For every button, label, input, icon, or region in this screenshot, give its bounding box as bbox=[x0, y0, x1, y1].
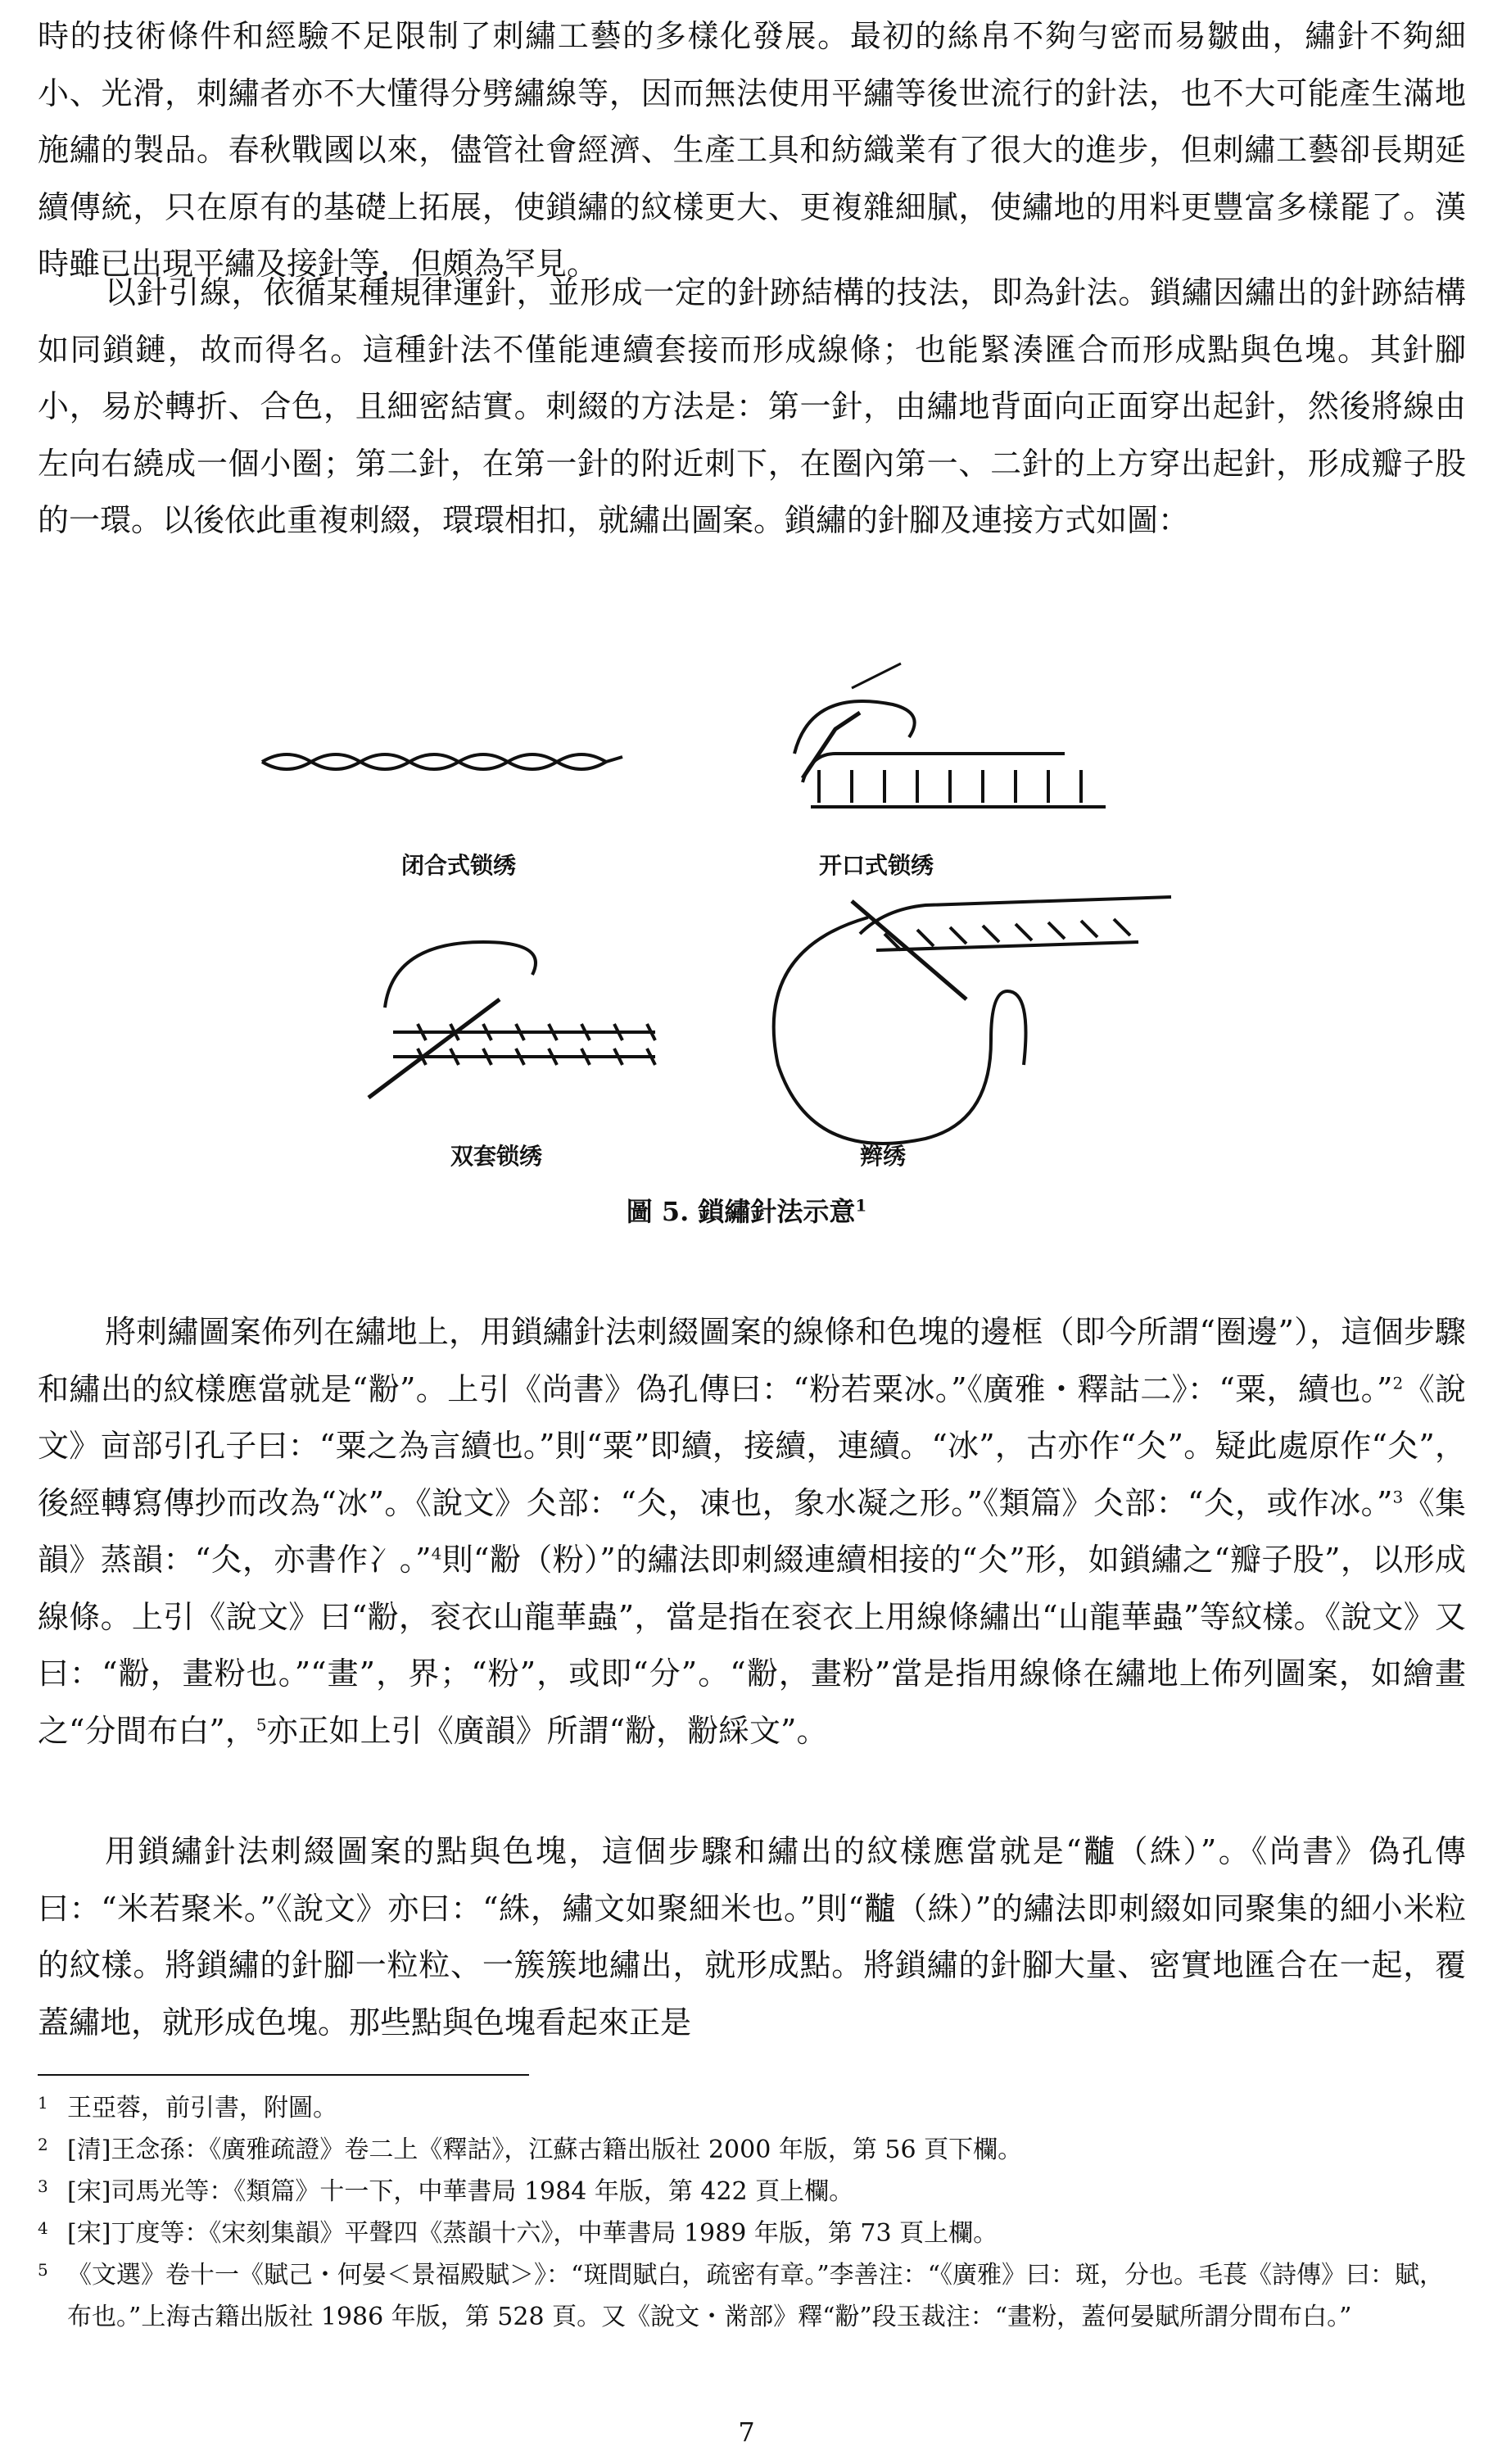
footnote-ref-2: 2 bbox=[1392, 1372, 1404, 1393]
footnote-1 bbox=[38, 2087, 1466, 2129]
paragraph-3-part-4: 則“黺（粉）”的繡法即刺綴連續相接的“仌”形，如鎖繡之“瓣子股”，以形成線條。上引《說文》曰“黺，衮衣山龍華蟲”，當是指在衮衣上用線條繡出“山龍華蟲”等紋樣。《說文》又曰：“黺，畫粉也。”“畫”，界；“粉”，或即“分”。“黺，畫粉”當是指用線條在繡地上佈列圖案，如繪畫之“分間布白”， bbox=[38, 1542, 1466, 1749]
label-braid: 辫绣 bbox=[860, 1143, 907, 1170]
footnote-text: 《文選》卷十一《賦己・何晏＜景福殿賦＞》：“斑間賦白，疏密有章。”李善注：“《廣雅》曰：斑，分也。毛萇《詩傳》曰：賦，布也。”上海古籍出版社 1986 年版，第 528 頁。又《說文・黹部》釋“黺”段玉裁注：“畫粉，蓋何晏賦所謂分間布白。” bbox=[67, 2261, 1445, 2331]
paragraph-3-part-5: 亦正如上引《廣韻》所謂“黺，黺綵文”。 bbox=[266, 1712, 828, 1749]
footnote-5 bbox=[38, 2254, 1466, 2338]
paragraph-4: 用鎖繡針法刺綴圖案的點與色塊，這個步驟和繡出的紋樣應當就是“𪓐（絑）”。《尚書》偽孔傳曰：“米若聚米。”《說文》亦曰：“絑，繡文如聚細米也。”則“𪓐（絑）”的繡法即刺綴如同聚集的細小米粒的紋樣。將鎖繡的針腳一粒粒、一簇簇地繡出，就形成點。將鎖繡的針腳大量、密實地匯合在一起，覆蓋繡地，就形成色塊。那些點與色塊看起來正是 bbox=[38, 1833, 1466, 2040]
label-open-chain: 开口式锁绣 bbox=[819, 852, 934, 879]
figure-caption bbox=[0, 1191, 1493, 1229]
paragraph-3 bbox=[38, 1304, 1466, 1760]
footnote-number: 1 bbox=[38, 2093, 48, 2113]
footnote-text: [清]王念孫：《廣雅疏證》卷二上《釋詁》，江蘇古籍出版社 2000 年版，第 56 頁下欄。 bbox=[67, 2136, 1023, 2164]
footnote-number: 5 bbox=[38, 2260, 48, 2280]
footnote-divider bbox=[38, 2074, 529, 2076]
paragraph-3-part-1: 將刺繡圖案佈列在繡地上，用鎖繡針法刺綴圖案的線條和色塊的邊框（即今所謂“圈邊”），這個步驟和繡出的紋樣應當就是“黺”。上引《尚書》偽孔傳曰：“粉若粟冰。”《廣雅・釋詁二》：“粟，續也。” bbox=[38, 1314, 1466, 1407]
footnote-3 bbox=[38, 2171, 1466, 2213]
paragraph-3-part-3: 《集韻》蒸韻：“仌，亦書作冫。” bbox=[38, 1484, 1466, 1578]
footnote-ref-3: 3 bbox=[1392, 1486, 1404, 1506]
footnote-number: 2 bbox=[38, 2135, 48, 2154]
paragraph-1: 時的技術條件和經驗不足限制了刺繡工藝的多樣化發展。最初的絲帛不夠勻密而易皺曲，繡針不夠細小、光滑，刺繡者亦不大懂得分劈繡線等，因而無法使用平繡等後世流行的針法，也不大可能產生滿地施繡的製品。春秋戰國以來，儘管社會經濟、生產工具和紡織業有了很大的進步，但刺繡工藝卻長期延續傳統，只在原有的基礎上拓展，使鎖繡的紋樣更大、更複雜細膩，使繡地的用料更豐富多樣罷了。漢時雖已出現平繡及接針等，但頗為罕見。 bbox=[38, 18, 1466, 282]
double-chain-stitch-drawing bbox=[369, 942, 655, 1098]
closed-chain-stitch-drawing bbox=[262, 754, 622, 769]
stitch-illustration bbox=[229, 639, 1196, 1212]
footnote-number: 4 bbox=[38, 2218, 48, 2238]
open-chain-stitch-drawing bbox=[794, 664, 1106, 807]
footnote-2 bbox=[38, 2129, 1466, 2171]
footnote-text: [宋]丁度等：《宋刻集韻》平聲四《蒸韻十六》，中華書局 1989 年版，第 73 頁上欄。 bbox=[67, 2219, 998, 2248]
footnote-number: 3 bbox=[38, 2176, 48, 2196]
footnote-text: [宋]司馬光等：《類篇》十一下，中華書局 1984 年版，第 422 頁上欄。 bbox=[67, 2177, 854, 2206]
footnote-text: 王亞蓉，前引書，附圖。 bbox=[67, 2094, 337, 2122]
footnotes bbox=[38, 2087, 1466, 2338]
braid-stitch-drawing bbox=[774, 897, 1171, 1144]
label-closed-chain: 闭合式锁绣 bbox=[401, 852, 517, 879]
footnote-ref-4: 4 bbox=[431, 1543, 442, 1564]
figure-caption-footnote-ref: 1 bbox=[855, 1195, 867, 1216]
label-double-chain: 双套锁绣 bbox=[450, 1143, 543, 1170]
paragraph-3-part-2: 《說文》㐭部引孔子曰：“粟之為言續也。”則“粟”即續，接續，連續。“冰”，古亦作“仌”。疑此處原作“仌”，後經轉寫傳抄而改為“冰”。《說文》仌部：“仌，凍也，象水凝之形。”《類篇》仌部：“仌，或作冰。” bbox=[38, 1370, 1466, 1521]
stitch-figure bbox=[229, 639, 1196, 1212]
footnote-ref-5: 5 bbox=[256, 1714, 267, 1734]
paragraph-2: 以針引線，依循某種規律運針，並形成一定的針跡結構的技法，即為針法。鎖繡因繡出的針跡結構如同鎖鏈，故而得名。這種針法不僅能連續套接而形成線條；也能緊湊匯合而形成點與色塊。其針腳小，易於轉折、合色，且細密結實。刺綴的方法是：第一針，由繡地背面向正面穿出起針，然後將線由左向右繞成一個小圈；第二針，在第一針的附近刺下，在圈內第一、二針的上方穿出起針，形成瓣子股的一環。以後依此重複刺綴，環環相扣，就繡出圖案。鎖繡的針腳及連接方式如圖： bbox=[38, 274, 1466, 538]
footnote-4 bbox=[38, 2213, 1466, 2254]
figure-caption-text: 圖 5. 鎖繡針法示意 bbox=[626, 1196, 856, 1227]
page-number: 7 bbox=[738, 2416, 755, 2448]
